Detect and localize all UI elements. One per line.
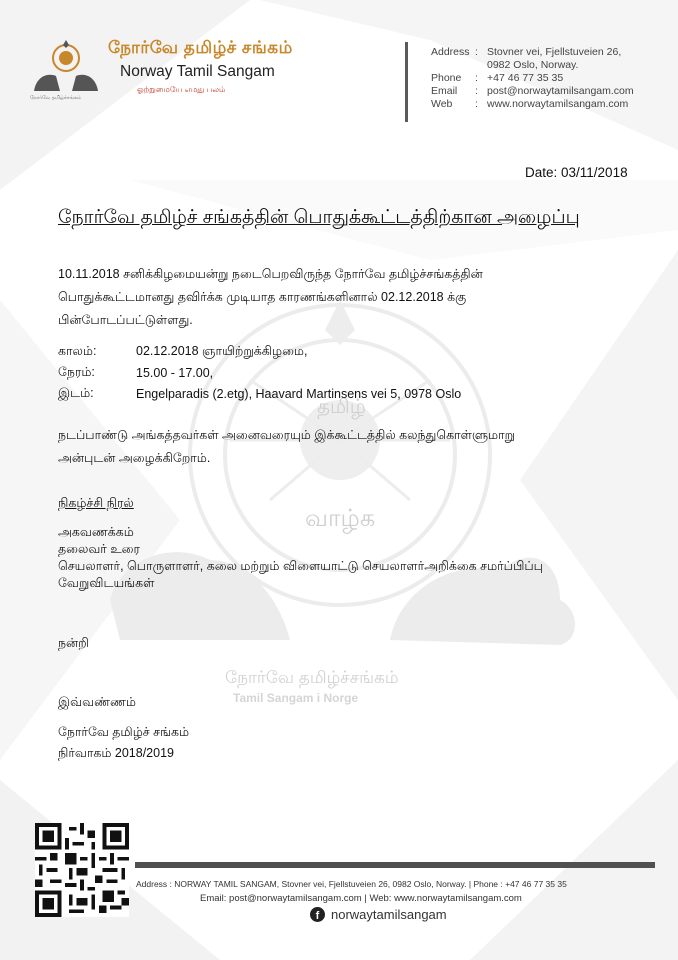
contact-address-row-2 — [431, 59, 634, 72]
contact-value: Stovner vei, Fjellstuveien 26, — [487, 46, 622, 58]
detail-key: காலம்: — [58, 343, 97, 358]
qr-code — [35, 823, 129, 917]
org-name-english: Norway Tamil Sangam — [120, 63, 275, 80]
contact-value: +47 46 77 35 35 — [487, 72, 564, 84]
contact-email-row: Email : post@norwaytamilsangam.com — [431, 85, 634, 97]
intro-line: 10.11.2018 சனிக்கிழமையன்று நடைபெறவிருந்த நோர்வே தமிழ்ச்சங்கத்தின் — [58, 267, 483, 281]
letter-date: Date: 03/11/2018 — [525, 165, 628, 180]
contact-value: www.norwaytamilsangam.com — [487, 98, 629, 110]
watermark-text: தமிழ் — [317, 396, 366, 418]
contact-value: 0982 Oslo, Norway. — [487, 59, 579, 71]
detail-venue-row — [58, 383, 461, 404]
watermark-name-english: Tamil Sangam i Norge — [233, 691, 359, 705]
intro-line: பின்போடப்பட்டுள்ளது. — [58, 313, 193, 327]
agenda-item: தலைவர் உரை — [58, 542, 140, 556]
header-divider — [405, 42, 408, 122]
contact-label: Address — [431, 46, 470, 58]
contact-block — [431, 46, 634, 111]
detail-time-row — [58, 341, 461, 362]
contact-web-row: Web : www.norwaytamilsangam.com — [431, 98, 629, 110]
contact-value: post@norwaytamilsangam.com — [487, 85, 634, 97]
detail-value: Engelparadis (2.etg), Haavard Martinsens vei 5, 0978 Oslo — [136, 386, 462, 401]
org-motto: ஓற்றுமையே எமது பலம் — [137, 85, 226, 94]
letter-title: நோர்வே தமிழ்ச் சங்கத்தின் பொதுக்கூட்டத்திற்கான அழைப்பு — [58, 207, 580, 228]
footer-divider — [135, 862, 655, 868]
detail-hours-row — [58, 362, 461, 383]
contact-phone-row: Phone : +47 46 77 35 35 — [431, 72, 564, 84]
footer-address: Address : NORWAY TAMIL SANGAM, Stovner vei, Fjellstuveien 26, 0982 Oslo, Norway. | Phone : +47 46 77 35 35 — [136, 879, 567, 889]
agenda-item: செயலாளர், பொருளாளர், கலை மற்றும் விளையாட்டு செயலாளர்அறிக்கை சமர்ப்பிப்பு — [58, 559, 543, 573]
facebook-icon: f — [310, 907, 325, 922]
intro-paragraph — [58, 263, 618, 332]
thanks-text: நன்றி — [58, 636, 89, 650]
intro-line: பொதுக்கூட்டமானது தவிர்க்க முடியாத காரணங்களினால் 02.12.2018 க்கு — [58, 290, 467, 304]
signoff-closing: இவ்வண்ணம் — [58, 695, 136, 709]
contact-address-row: Address : Stovner vei, Fjellstuveien 26, — [431, 46, 622, 58]
meeting-details — [58, 341, 461, 404]
footer-email-web: Email: post@norwaytamilsangam.com | Web: www.norwaytamilsangam.com — [200, 893, 522, 904]
facebook-link[interactable] — [310, 907, 447, 922]
invite-paragraph — [58, 424, 618, 470]
signoff-org: நோர்வே தமிழ்ச் சங்கம் — [58, 725, 190, 739]
agenda-list — [58, 524, 543, 592]
agenda-item: அகவணக்கம் — [58, 525, 134, 539]
facebook-handle: norwaytamilsangam — [331, 907, 447, 922]
detail-key: நேரம்: — [58, 364, 95, 379]
agenda-item: வேறுவிடயங்கள் — [58, 576, 155, 590]
watermark-text: வாழ்க — [305, 505, 376, 532]
contact-label: Email — [431, 85, 458, 97]
contact-label: Phone — [431, 72, 462, 84]
agenda-title: நிகழ்ச்சி நிரல் — [58, 496, 134, 510]
sangam-emblem-logo — [28, 36, 104, 96]
detail-value: 15.00 - 17.00, — [136, 365, 214, 380]
detail-key: இடம்: — [58, 385, 94, 400]
contact-label — [431, 59, 475, 72]
invite-line: அன்புடன் அழைக்கிறோம். — [58, 451, 211, 465]
detail-value: 02.12.2018 ஞாயிற்றுக்கிழமை, — [136, 343, 308, 358]
emblem-caption: நோர்வே தமிழ்ச்சங்கம் — [30, 95, 82, 101]
watermark-name-tamil: நோர்வே தமிழ்ச்சங்கம் — [225, 668, 399, 687]
signoff-admin: நிர்வாகம் 2018/2019 — [58, 746, 174, 760]
contact-label: Web — [431, 98, 453, 110]
signoff-block — [58, 692, 189, 764]
org-name-tamil: நோர்வே தமிழ்ச் சங்கம் — [108, 38, 293, 57]
invite-line: நடப்பாண்டு அங்கத்தவர்கள் அனைவரையும் இக்கூட்டத்தில் கலந்துகொள்ளுமாறு — [58, 428, 516, 442]
